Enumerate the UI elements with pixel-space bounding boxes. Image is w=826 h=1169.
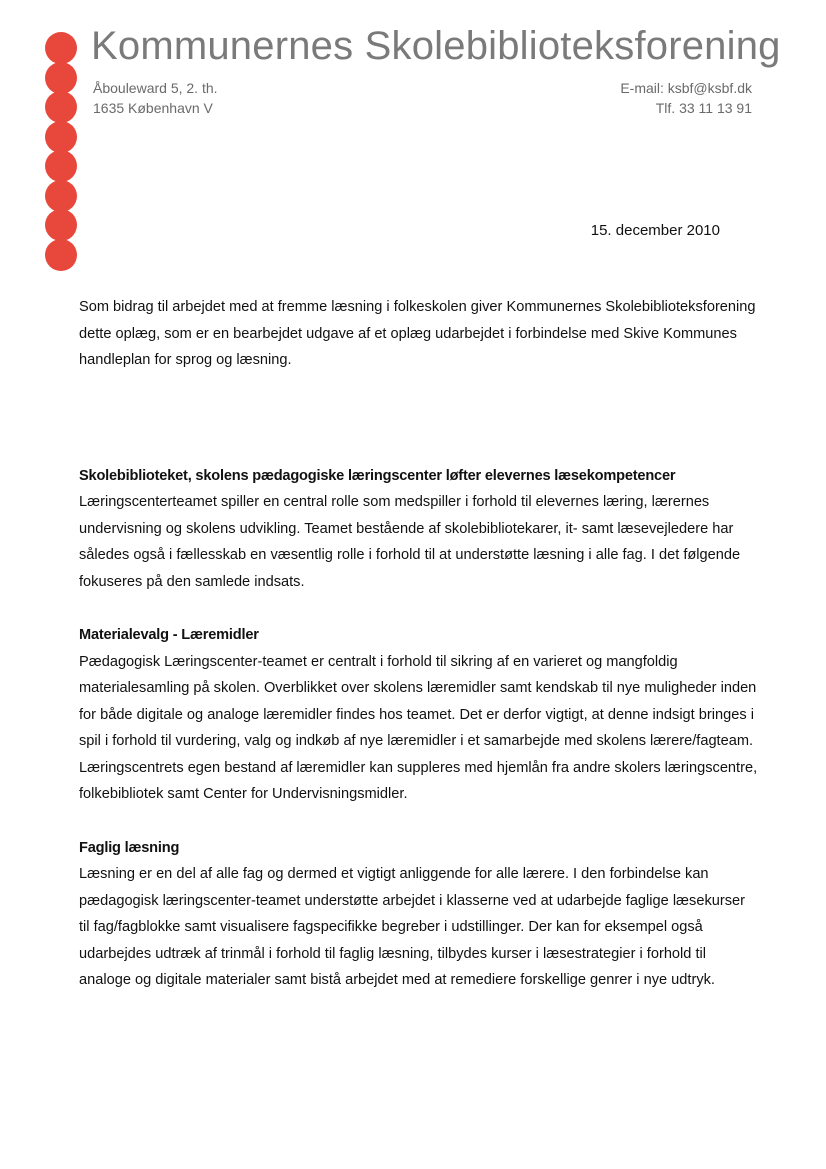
logo-dot (45, 239, 77, 271)
contact-info (620, 78, 752, 118)
letter-date: 15. december 2010 (590, 222, 720, 239)
section-paragraph: Pædagogisk Læringscenter-teamet er centralt i forhold til sikring af en varieret og mangfoldig materialesamling på skolen. Overblikket over skolens læremidler samt kendskab til nye muligheder inden for både digitale og analoge læremidler findes hos teamet. Det er derfor vigtigt, at denne indsigt bringes i spil i forhold til vurdering, valg og indkøb af nye læremidler i et samarbejde med skolens lærere/fagteam. (79, 653, 757, 749)
phone-number: Tlf. 33 11 13 91 (655, 100, 752, 116)
logo-dot (45, 62, 77, 94)
logo-dot (45, 32, 77, 64)
email-address: E-mail: ksbf@ksbf.dk (620, 80, 752, 96)
address-street: Åbouleward 5, 2. th. (93, 80, 218, 96)
section-materials (79, 622, 759, 808)
section-paragraph: Læsning er en del af alle fag og dermed et vigtigt anliggende for alle lærere. I den forbindelse kan pædagogisk læringscenter-teamet understøtte arbejdet i klasserne ved at udarbejde faglige læsekurser til fag/fagblokke samt visualisere fagspecifikke begreber i udstillinger. Der kan for eksempel også udarbejdes udtræk af trinmål i forhold til faglig læsning, tilbydes kurser i læsestrategier i forhold til analoge og digitale materialer samt bistå arbejdet med at remediere forskellige genrer i nye udtryk. (79, 866, 745, 988)
address-city: 1635 København V (93, 100, 213, 116)
logo-dot (45, 121, 77, 153)
section-heading: Materialevalg - Læremidler (79, 627, 259, 643)
intro-paragraph: Som bidrag til arbejdet med at fremme læsning i folkeskolen giver Kommunernes Skolebiblioteksforening dette oplæg, som er en bearbejdet udgave af et oplæg udarbejdet i forbindelse med Skive Kommunes handleplan for sprog og læsning. (79, 299, 756, 368)
logo-dot (45, 209, 77, 241)
logo-dot (45, 180, 77, 212)
section-learning-center (79, 463, 759, 596)
logo-dots (45, 32, 77, 268)
organization-name: Kommunernes Skolebiblioteksforening (91, 24, 781, 68)
section-heading: Faglig læsning (79, 839, 180, 856)
section-paragraph: Læringscentrets egen bestand af læremidler kan suppleres med hjemlån fra andre skolers læringscentre, folkebibliotek samt Center for Undervisningsmidler. (79, 759, 758, 802)
logo-dot (45, 150, 77, 182)
section-paragraph: Læringscenterteamet spiller en central rolle som medspiller i forhold til elevernes læring, lærernes undervisning og skolens udvikling. Teamet bestående af skolebibliotekarer, it- samt læsevejledere har således også i fællesskab en væsentlig rolle i forhold til at understøtte læsning i alle fag. I det følgende fokuseres på den samlede indsats. (79, 494, 741, 590)
logo-dot (45, 91, 77, 123)
section-subject-reading (79, 835, 759, 994)
postal-address (93, 78, 218, 118)
letter-body (79, 294, 759, 1021)
section-heading: Skolebiblioteket, skolens pædagogiske læringscenter løfter elevernes læsekompetencer (79, 467, 676, 484)
